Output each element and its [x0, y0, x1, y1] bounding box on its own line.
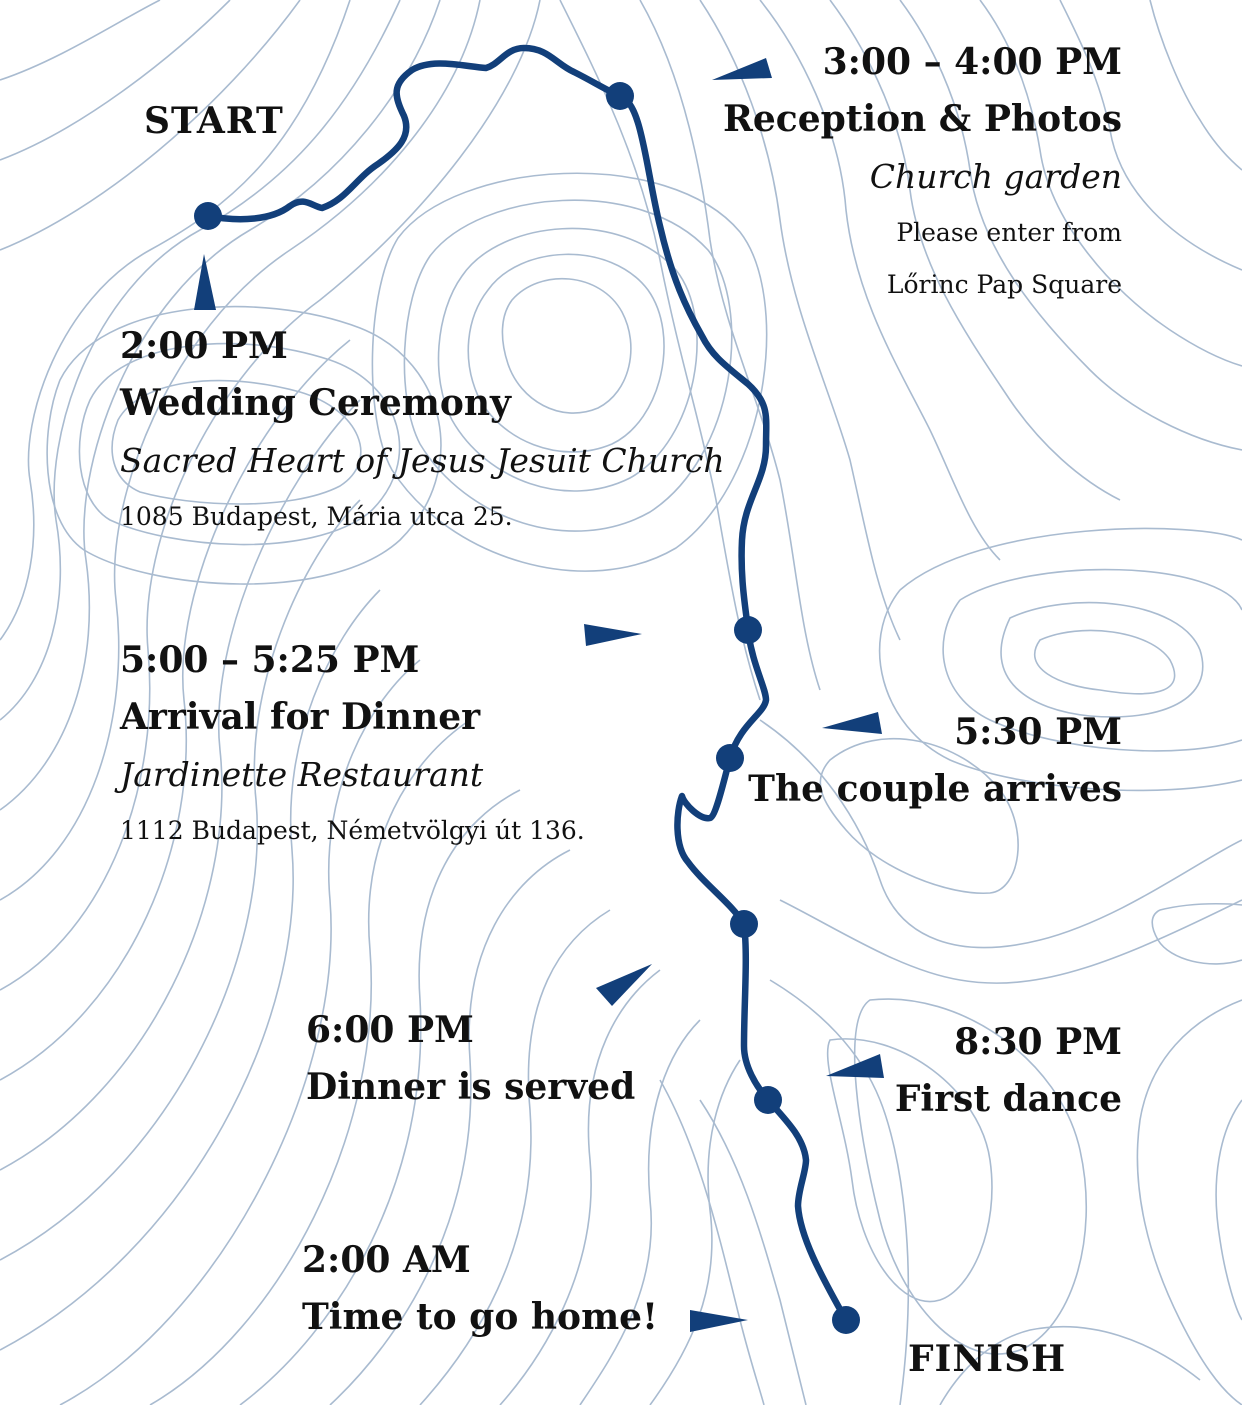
event-go-home [302, 1232, 658, 1346]
stop-dot-finish [832, 1306, 860, 1334]
stop-dot-dinner-arrival [734, 616, 762, 644]
event-title: First dance [894, 1078, 1122, 1120]
event-note-line1: Please enter from [896, 218, 1122, 247]
event-time: 2:00 PM [120, 325, 288, 367]
stop-dot-reception [606, 82, 634, 110]
event-time: 6:00 PM [306, 1009, 474, 1051]
event-venue: Sacred Heart of Jesus Jesuit Church [120, 441, 725, 480]
contour-line [650, 1060, 740, 1405]
event-venue: Church garden [869, 157, 1122, 196]
event-title: Dinner is served [306, 1066, 636, 1108]
contour-line [1216, 1100, 1242, 1320]
finish-marker: FINISH [908, 1338, 1067, 1380]
event-arrival-for-dinner [120, 632, 585, 858]
pointer-dinner-arrival [584, 624, 642, 646]
pointer-home [690, 1310, 748, 1332]
contour-line [1035, 630, 1175, 693]
event-time: 5:30 PM [954, 711, 1122, 753]
event-title: Reception & Photos [722, 98, 1122, 140]
event-title: Wedding Ceremony [120, 382, 511, 424]
pointer-start [194, 254, 216, 310]
contour-line [700, 1100, 806, 1405]
event-time: 2:00 AM [302, 1239, 471, 1281]
event-title: Time to go home! [302, 1296, 658, 1338]
contour-line [1152, 904, 1242, 964]
event-note-line2: Lőrinc Pap Square [886, 270, 1122, 299]
event-address: 1112 Budapest, Németvölgyi út 136. [120, 816, 585, 845]
event-time: 8:30 PM [954, 1021, 1122, 1063]
event-wedding-ceremony [120, 318, 725, 544]
event-venue: Jardinette Restaurant [120, 755, 484, 794]
event-first-dance [895, 1014, 1122, 1128]
event-dinner-served [306, 1002, 635, 1116]
event-time: 5:00 – 5:25 PM [120, 639, 420, 681]
start-marker: START [144, 100, 284, 142]
stop-dot-first-dance [754, 1086, 782, 1114]
event-time: 3:00 – 4:00 PM [822, 41, 1122, 83]
contour-line [0, 500, 360, 1260]
stop-dot-dinner [730, 910, 758, 938]
event-couple-arrives [748, 704, 1122, 818]
stop-dot-couple-arrives [716, 744, 744, 772]
contour-line [1001, 603, 1203, 717]
event-address: 1085 Budapest, Mária utca 25. [120, 502, 513, 531]
contour-line [0, 0, 160, 80]
event-title: Arrival for Dinner [120, 696, 481, 738]
event-title: The couple arrives [748, 768, 1122, 810]
event-reception-photos [723, 34, 1122, 312]
stop-dot-start [194, 202, 222, 230]
contour-line [1150, 0, 1242, 170]
contour-line [1137, 1000, 1242, 1405]
contour-line [780, 900, 1242, 983]
